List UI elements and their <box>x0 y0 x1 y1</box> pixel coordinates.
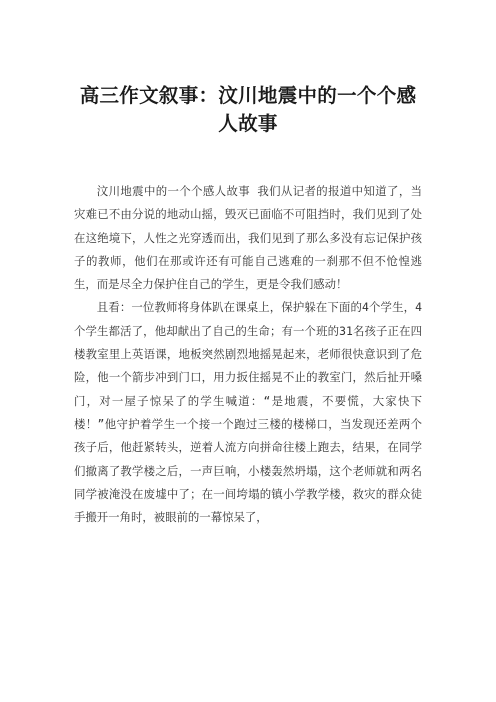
document-body <box>74 180 422 529</box>
paragraph-2: 且看：一位教师将身体趴在课桌上，保护躲在下面的4个学生，4个学生都活了，他却献出了自己的生命；有一个班的31名孩子正在四楼教室里上英语课，地板突然剧烈地摇晃起来，老师很快意识到了危险，他一个箭步冲到门口，用力扳住摇晃不止的教室门，然后扯开嗓门，对一屋子惊呆了的学生喊道：“是地震，不要慌，大家快下楼！”他守护着学生一个接一个跑过三楼的楼梯口，当发现还差两个孩子后，他赶紧转头，逆着人流方向拼命往楼上跑去，结果，在同学们撤离了教学楼之后，一声巨响，小楼轰然坍塌，这个老师就和两名同学被淹没在废墟中了；在一间垮塌的镇小学教学楼，救灾的群众徒手搬开一角时，被眼前的一幕惊呆了， <box>74 300 422 525</box>
document-title: 高三作文叙事：汶川地震中的一个个感人故事 <box>79 84 417 135</box>
paragraph-1: 汶川地震中的一个个感人故事 我们从记者的报道中知道了，当灾难已不由分说的地动山摇，毁灭已面临不可阻挡时，我们见到了处在这绝境下，人性之光穿透而出，我们见到了那么多没有忘记保护孩子的教师，他们在那或许还有可能自己逃难的一刹那不但不怆惶逃生，而是尽全力保护住自己的学生，更是令我们感动！ <box>74 184 422 292</box>
